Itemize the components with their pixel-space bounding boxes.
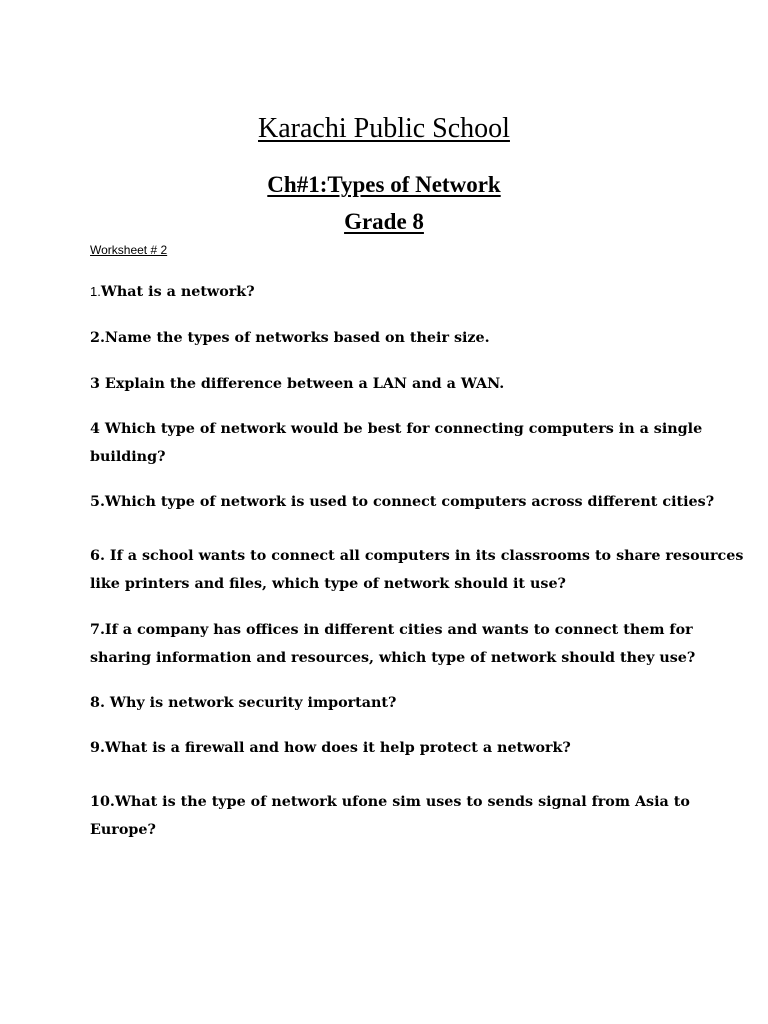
question-5-text: 5.Which type of network is used to connect computers across different cities? bbox=[90, 494, 715, 510]
question-2 bbox=[90, 324, 690, 352]
question-8 bbox=[90, 689, 690, 717]
question-10 bbox=[90, 788, 690, 844]
question-7-line-1: 7.If a company has offices in different cities and wants to connect them for bbox=[90, 622, 693, 638]
question-8-text: 8. Why is network security important? bbox=[90, 695, 397, 711]
question-6-line-2: like printers and files, which type of network should it use? bbox=[90, 576, 566, 592]
question-4-line-1: 4 Which type of network would be best for connecting computers in a single bbox=[90, 421, 703, 437]
question-5 bbox=[90, 488, 715, 516]
question-10-line-1: 10.What is the type of network ufone sim uses to sends signal from Asia to bbox=[90, 794, 690, 810]
question-3 bbox=[90, 370, 690, 398]
chapter-title: Ch#1:Types of Network bbox=[267, 172, 501, 197]
question-7 bbox=[90, 616, 696, 672]
question-4-line-2: building? bbox=[90, 449, 166, 465]
grade-label: Grade 8 bbox=[344, 209, 424, 234]
school-name: Karachi Public School bbox=[258, 113, 510, 144]
question-10-line-2: Europe? bbox=[90, 822, 156, 838]
question-1-text: What is a network? bbox=[100, 284, 255, 300]
question-6 bbox=[90, 542, 744, 598]
question-1 bbox=[90, 278, 690, 306]
question-2-text: 2.Name the types of networks based on their size. bbox=[90, 330, 490, 346]
question-9-text: 9.What is a firewall and how does it help protect a network? bbox=[90, 740, 571, 756]
question-4 bbox=[90, 415, 703, 471]
worksheet-label: Worksheet # 2 bbox=[90, 243, 168, 257]
question-3-text: 3 Explain the difference between a LAN and a WAN. bbox=[90, 376, 505, 392]
question-6-line-1: 6. If a school wants to connect all computers in its classrooms to share resources bbox=[90, 548, 744, 564]
question-7-line-2: sharing information and resources, which type of network should they use? bbox=[90, 650, 696, 666]
question-9 bbox=[90, 734, 690, 762]
question-1-number: 1. bbox=[90, 284, 101, 299]
